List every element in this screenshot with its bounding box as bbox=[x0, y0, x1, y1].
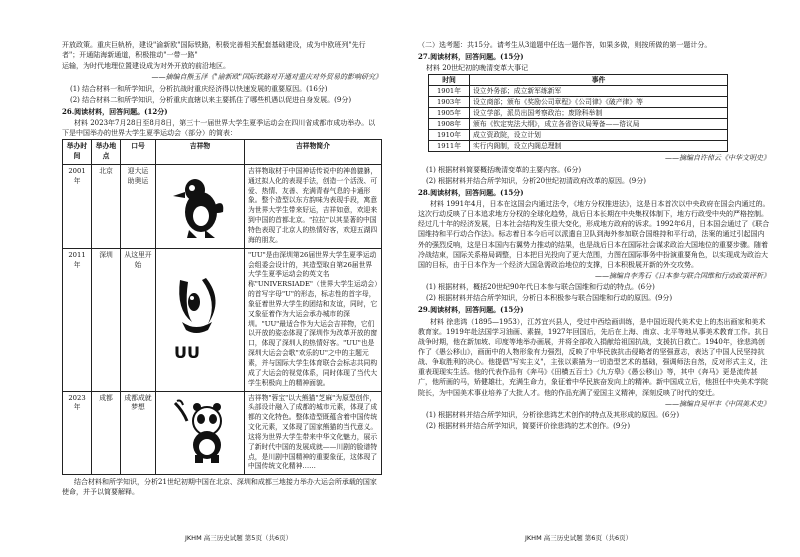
mascot-image-beijing bbox=[156, 164, 245, 248]
table-row bbox=[429, 130, 728, 141]
question-item: (1) 根据材料并结合所学知识，分析徐悲鸿艺术创作的特点及其形成的原因。(6分) bbox=[426, 410, 680, 419]
cell-event: 颁布《钦定宪法大纲》，成立各省咨议局筹备——谘议局 bbox=[470, 119, 728, 130]
table-header: 吉祥物 bbox=[156, 140, 245, 165]
table-row bbox=[63, 164, 382, 248]
question-item: (2) 根据材料并结合所学知识，分析日本积极参与联合国维和行动的原因。(9分) bbox=[426, 294, 673, 303]
universiade-table bbox=[62, 139, 382, 475]
mascot-image-chengdu bbox=[156, 391, 245, 475]
q29-source: ——摘编自吴甲丰《中国美术史》 bbox=[665, 399, 770, 408]
cell-year: 1903年 bbox=[429, 97, 470, 108]
q26-question: 结合材料和所学知识，分析21世纪初期中国在北京、深圳和成都三地接力举办大运会所承载的国家使命，并予以简要解释。 bbox=[62, 478, 377, 497]
page-footer: JKHM 高三历史试题 第6页（共6页） bbox=[525, 533, 633, 542]
question-item: (2) 根据材料并结合所学知识，分析20世纪初清政府改革的原因。(9分) bbox=[426, 176, 646, 185]
q29-title: 29.阅读材料，回答问题。(15分) bbox=[418, 305, 524, 315]
table-header: 时间 bbox=[429, 75, 470, 86]
q29-material: 材料 徐悲鸿（1895—1953），江苏宜兴县人，受过中西绘画训练，是中国近现代美术史上的杰出画家和美术教育家。1919年赴法国学习油画、素描，1927年回国后，先后在上海、南京、北平等地从事美术教育工作。抗日战争时期，他在新加坡、印度等地举办画展，并将全部收入捐献给祖国抗战，支援抗日救亡。1940年，徐悲鸿创作了《愚公移山》，画面中的人物形象有力强烈，反映了中华民族抗击侵略者的坚强意志，表达了中国人民坚持抗战、争取胜利的决心。他提倡"写实主义"，主张以素描为一切造型艺术的基础，强调师法自然，反对形式主义，注重表现现实生活。他的代表作品有《奔马》《田横五百士》《九方皋》《愚公移山》等，其中《奔马》更是流传甚广，他所画的马，矫健雄壮，充满生命力，象征着中华民族奋发向上的精神。新中国成立后，他担任中央美术学院院长，为中国美术事业培养了大批人才。他的作品充满了爱国主义精神，深刻反映了时代的变迁。 bbox=[418, 317, 769, 397]
table-row bbox=[429, 141, 728, 152]
mascot-image-shenzhen bbox=[156, 248, 245, 391]
mascot-caption: UU bbox=[174, 342, 200, 362]
question-item: (1) 根据材料，概括20世纪90年代日本参与联合国维和行动的特点。(6分) bbox=[426, 283, 655, 292]
table-row bbox=[429, 86, 728, 97]
q27-source: ——摘编自许倬云《中华文明史》 bbox=[665, 154, 770, 163]
table-header: 举办地点 bbox=[92, 140, 121, 165]
cell-year: 1901年 bbox=[429, 86, 470, 97]
table-header-row bbox=[429, 75, 728, 86]
table-row bbox=[63, 248, 382, 391]
question-item: (1) 结合材料一和所学知识，分析抗战时重庆经济得以快速发展的重要原因。(16分) bbox=[70, 84, 328, 93]
intro-line: 开放政策。重庆巨轨桥，建设"渝新欧"国际铁路，积极完善相关配套基础建设，成为中欧班列"先行者"；开通陆海新通道，积极推动"一带一路" bbox=[62, 41, 366, 60]
table-header: 事件 bbox=[470, 75, 728, 86]
cell-intro: "UU"是由深圳第26届世界大学生夏季运动会组委会设计的，其造型取自第26届世界大学生夏季运动会的英文名称"UNIVERSIADE"（世界大学生运动会）的首写字母"U"的形态，标志性的首字母，象征着世界大学生的团结和友谊，同时，它又象征着作为大运会承办城市的深圳。"UU"最适合作为大运会吉祥物，它们以开放的姿态体现了深圳作为改革开放的窗口，体现了深圳人的热情好客。"UU"也是深圳大运会会歌"欢乐的U"之中的主题元素，并与国际大学生体育联合会标志共同构成了大运会的视觉体系，同时体现了当代大学生积极向上的精神面貌。 bbox=[245, 248, 382, 391]
right-page bbox=[400, 0, 800, 557]
q26-title: 26.阅读材料，回答问题。(12分) bbox=[62, 106, 168, 116]
question-item: (1) 根据材料简要概括晚清变革的主要内容。(6分) bbox=[426, 165, 582, 174]
cell-intro: 吉祥物"蓉宝"以大熊猫"芝麻"为原型创作，头部设计融入了成都的城市元素，体现了成都的文化特色。整体造型既蕴含着中国传统文化元素，又体现了国家熊猫的当代意义。这将为世界大学生带来中华文化魅力，展示了新时代中国的发展成就——川剧的脸谱特点，是川剧中国精神的重要象征，这体现了中国传统文化精神…… bbox=[245, 391, 382, 475]
mascot-beijing-icon bbox=[165, 168, 235, 240]
question-item: (2) 根据材料并结合所学知识，简要评价徐悲鸿的艺术创作。(9分) bbox=[426, 421, 631, 430]
cell-year: 2023年 bbox=[63, 391, 92, 475]
cell-city: 北京 bbox=[92, 164, 121, 248]
intro-source: ——摘编自熊玉泽《"渝新欧"国际铁路对开通对重庆对外贸易的影响研究》 bbox=[151, 73, 382, 82]
q28-source: ——摘编自李秀石《日本参与联合国维和行动政策评析》 bbox=[595, 271, 770, 280]
table-header: 口号 bbox=[121, 140, 156, 165]
cell-event: 成立资政院，设立计划 bbox=[470, 130, 728, 141]
table-header: 吉祥物简介 bbox=[245, 140, 382, 165]
q27-title: 27.阅读材料，回答问题。(15分) bbox=[418, 52, 524, 62]
question-item: (2) 结合材料二和所学知识，分析重庆直辖以来主要抓住了哪些机遇以促进自身发展。(9分) bbox=[70, 95, 352, 104]
table-header-row bbox=[63, 140, 382, 165]
page-footer: JKHM 高三历史试题 第5页（共6页） bbox=[185, 533, 293, 542]
cell-intro: 吉祥物取材于中国神话传说中的神兽貔貅，通过拟人化的表现手法，创造一个活泼、可爱、热情、友善、充满青春气息的卡通形象。整个造型以东方韵味为表现手段，寓意为世界大学生带来好运，吉祥如意，欢迎来到中国的首都北京。"拉拉"以其显著的中国特色表现了北京人的热情好客，欢迎五湖四海的朋友。 bbox=[245, 164, 382, 248]
cell-year: 2001年 bbox=[63, 164, 92, 248]
q26-material: 材料 2023年7月28日至8月8日，第三十一届世界大学生夏季运动会在四川省成都市成功举办。以下是中国举办的世界大学生夏季运动会（部分）的简表： bbox=[62, 118, 376, 138]
intro-line: 运输，为时代地理位置建设成为对外开放的前沿地区。 bbox=[62, 62, 230, 71]
cell-year: 1910年 bbox=[429, 130, 470, 141]
choice-instruction: （二）选考题：共15分。请考生从3道题中任选一题作答，如果多做，则按所做的第一题计分。 bbox=[418, 41, 712, 49]
table-row bbox=[429, 108, 728, 119]
cell-event: 设立商部；颁布《奖励公司章程》《公司律》《破产律》等 bbox=[470, 97, 728, 108]
chronology-table bbox=[428, 74, 728, 152]
q28-title: 28.阅读材料，回答问题。(15分) bbox=[418, 187, 524, 197]
cell-city: 成都 bbox=[92, 391, 121, 475]
cell-year: 1911年 bbox=[429, 141, 470, 152]
cell-year: 2011年 bbox=[63, 248, 92, 391]
q28-material: 材料 1991年4月，日本在这国会内通过法令，《地方分权推进法》，这是日本首次以中央政府在国会内通过的。这次行动反映了日本追求地方分权的全球化趋势，战后日本长期在中央集权体制下，地方行政受中央的严格控制。经过几十年的经济发展，日本社会结构发生很大变化，形成地方政府的诉求。1992年6月，日本国会通过了《联合国维持和平行动合作法》。标志着日本今后可以派遣自卫队到海外参加联合国维持和平行动，法案的通过引起国内外的强烈反响，这是日本国内右翼势力推动的结果，也是战后日本在国际社会谋求政治大国地位的重要步骤。随着冷战结束，国际关系格局调整，日本把目光投向了更大范围，力图在国际事务中扮演重要角色，以实现成为政治大国的目标，由于日本作为一个经济大国急需政治地位的支撑，日本积极展开新的外交攻势。 bbox=[418, 199, 770, 269]
cell-event: 实行内阁制，设立内阁总理制 bbox=[470, 141, 728, 152]
cell-slogan: 迎大运 助奥运 bbox=[121, 164, 156, 248]
q27-material: 材料 20世纪初的晚清变革大事记 bbox=[426, 64, 529, 73]
cell-slogan: 从这里开始 bbox=[121, 248, 156, 391]
mascot-chengdu-icon bbox=[165, 397, 235, 465]
cell-year: 1908年 bbox=[429, 119, 470, 130]
cell-city: 深圳 bbox=[92, 248, 121, 391]
table-header: 举办时间 bbox=[63, 140, 92, 165]
cell-year: 1905年 bbox=[429, 108, 470, 119]
mascot-shenzhen-icon bbox=[162, 270, 238, 366]
cell-event: 设立学部，派员出国考察政治；废除科举制 bbox=[470, 108, 728, 119]
table-row bbox=[429, 119, 728, 130]
cell-event: 设立外务部；成立新军练新军 bbox=[470, 86, 728, 97]
table-row bbox=[63, 391, 382, 475]
cell-slogan: 成都成就梦想 bbox=[121, 391, 156, 475]
table-row bbox=[429, 97, 728, 108]
